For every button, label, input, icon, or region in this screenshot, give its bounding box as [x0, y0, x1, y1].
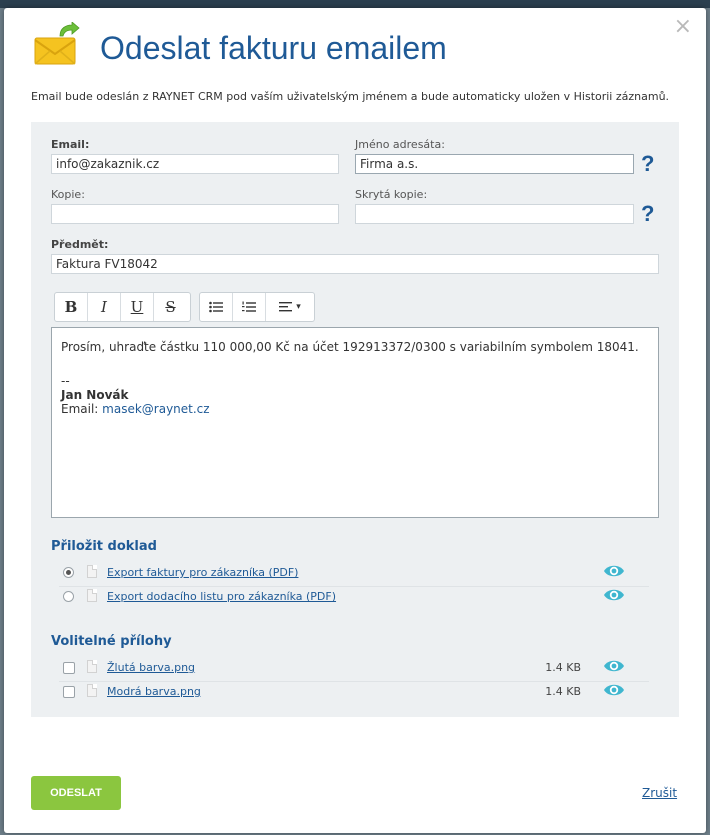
subject-field[interactable]: Faktura FV18042	[51, 254, 659, 274]
cancel-link[interactable]: Zrušit	[642, 786, 678, 800]
cc-field[interactable]	[51, 204, 339, 224]
preview-eye-icon[interactable]	[603, 587, 625, 603]
file-icon	[87, 660, 97, 673]
signature-separator: --	[61, 374, 70, 388]
message-editor[interactable]	[51, 327, 659, 518]
align-dropdown-button[interactable]	[266, 293, 314, 321]
body-text: Prosím, uhraďte částku 110 000,00 Kč na účet 192913372/0300 s variabilním symbolem 18041.	[61, 340, 639, 354]
attach-document-link[interactable]: Export dodacího listu pro zákazníka (PDF)	[107, 590, 337, 603]
file-icon	[87, 565, 97, 578]
attachment-size: 1.4 KB	[545, 661, 581, 674]
file-icon	[87, 589, 97, 602]
form-panel	[31, 122, 679, 717]
strikethrough-button[interactable]: S	[165, 298, 176, 316]
bcc-help-icon[interactable]: ?	[641, 201, 655, 226]
italic-button[interactable]: I	[88, 293, 121, 321]
attach-radio-selected[interactable]	[63, 567, 74, 578]
attach-document-row	[59, 562, 649, 587]
preview-eye-icon[interactable]	[603, 658, 625, 674]
recipient-label: Jméno adresáta:	[355, 138, 445, 151]
signature-email-line	[61, 402, 649, 416]
bullet-list-button[interactable]	[200, 293, 233, 321]
email-envelope-icon	[32, 22, 80, 68]
subject-label: Předmět:	[51, 238, 109, 251]
list-align-group	[199, 292, 315, 322]
attach-document-title: Přiložit doklad	[51, 539, 157, 554]
optional-attachment-row	[59, 681, 649, 705]
send-button[interactable]: ODESLAT	[31, 776, 121, 810]
numbered-list-icon	[242, 301, 256, 313]
attachment-checkbox[interactable]	[63, 662, 75, 674]
attachment-size: 1.4 KB	[545, 685, 581, 698]
optional-attachments-title: Volitelné přílohy	[51, 634, 172, 649]
chevron-down-icon: ▾	[296, 302, 301, 312]
preview-eye-icon[interactable]	[603, 682, 625, 698]
bold-button[interactable]: B	[55, 293, 88, 321]
email-label: Email:	[51, 138, 90, 151]
signature-email-link[interactable]: masek@raynet.cz	[102, 402, 210, 416]
attach-document-link[interactable]: Export faktury pro zákazníka (PDF)	[107, 566, 299, 579]
attach-radio[interactable]	[63, 591, 74, 602]
attachment-link[interactable]: Modrá barva.png	[107, 685, 201, 698]
preview-eye-icon[interactable]	[603, 563, 625, 579]
file-icon	[87, 684, 97, 697]
dialog-title: Odeslat fakturu emailem	[100, 30, 447, 66]
attachment-link[interactable]: Žlutá barva.png	[107, 661, 196, 674]
send-invoice-dialog	[4, 8, 706, 833]
attach-document-row	[59, 586, 649, 610]
underline-button[interactable]: U	[121, 293, 154, 321]
info-text: Email bude odeslán z RAYNET CRM pod vaším uživatelským jménem a bude automaticky uložen v Historii záznamů.	[31, 90, 670, 103]
close-icon[interactable]: ×	[673, 14, 692, 39]
bcc-field[interactable]	[355, 204, 634, 224]
optional-attachment-row	[59, 657, 649, 682]
cc-label: Kopie:	[51, 188, 85, 201]
bcc-label: Skrytá kopie:	[355, 188, 428, 201]
signature-name: Jan Novák	[61, 388, 129, 402]
email-field[interactable]: info@zakaznik.cz	[51, 154, 339, 174]
align-left-icon	[279, 301, 293, 313]
recipient-help-icon[interactable]: ?	[641, 151, 655, 176]
attachment-checkbox[interactable]	[63, 686, 75, 698]
recipient-name-field[interactable]: Firma a.s.	[355, 154, 634, 174]
numbered-list-button[interactable]	[233, 293, 266, 321]
format-group	[54, 292, 191, 322]
signature-email-label: Email:	[61, 402, 103, 416]
bullet-list-icon	[209, 301, 223, 313]
background-strip	[0, 0, 710, 8]
